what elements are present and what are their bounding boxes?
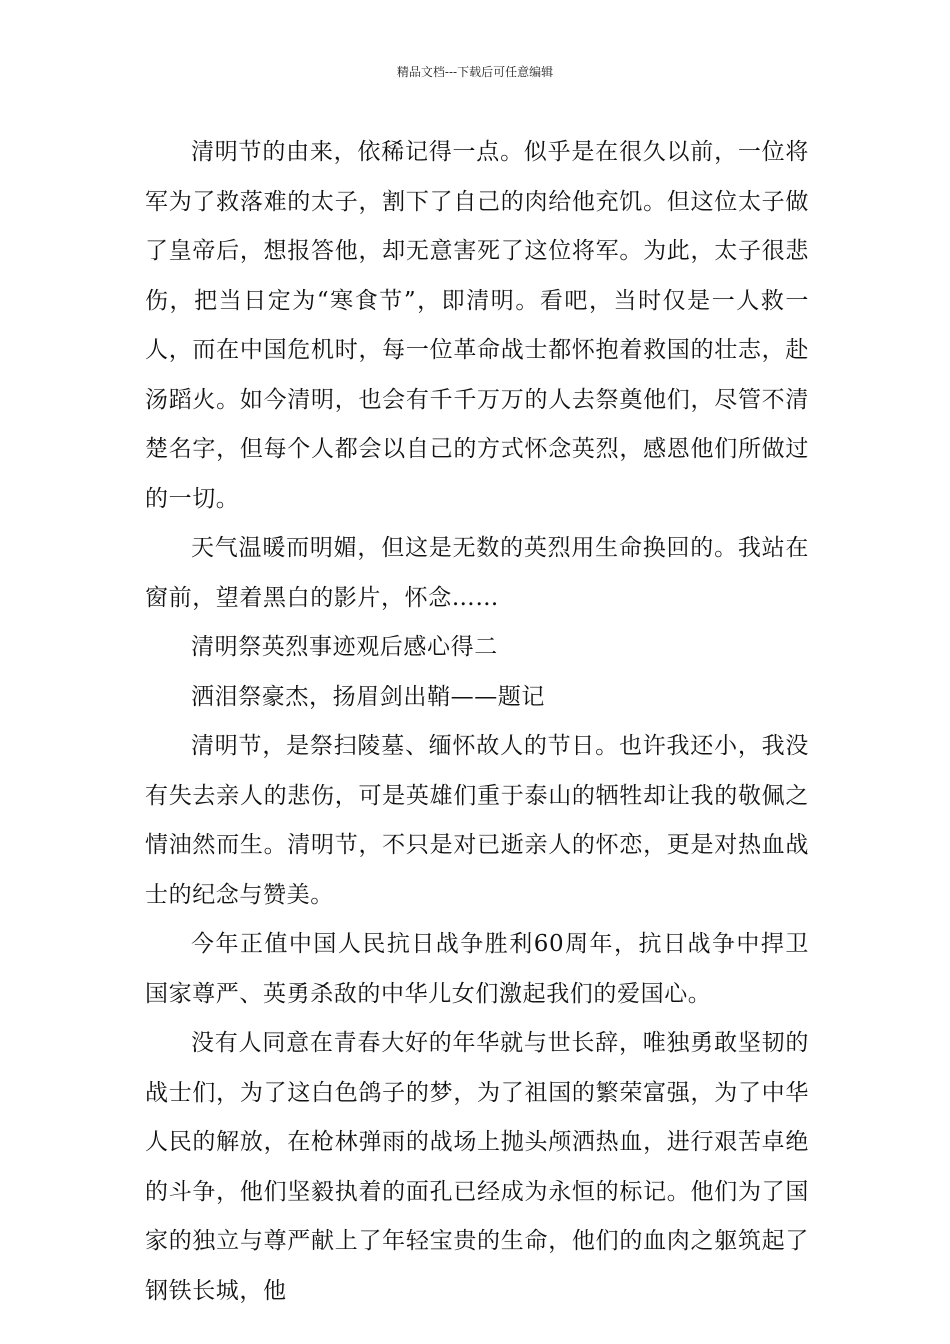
page-header: 精品文档---下载后可任意编辑 — [396, 65, 554, 79]
paragraph-festival-meaning: 清明节，是祭扫陵墓、缅怀故人的节日。也许我还小，我没有失去亲人的悲伤，可是英雄们重于泰山的牺牲却让我的敬佩之情油然而生。清明节，不只是对已逝亲人的怀恋，更是对热血战士的纪念与赞美。 — [145, 733, 809, 908]
section-title: 清明祭英烈事迹观后感心得二 — [191, 634, 498, 660]
paragraph-qingming-origin: 清明节的由来，依稀记得一点。似乎是在很久以前，一位将军为了救落难的太子，割下了自己的肉给他充饥。但这位太子做了皇帝后，想报答他，却无意害死了这位将军。为此，太子很悲伤，把当日定为“寒食节”，即清明。看吧，当时仅是一人救一人，而在中国危机时，每一位革命战士都怀抱着救国的壮志，赴汤蹈火。如今清明，也会有千千万万的人去祭奠他们，尽管不清楚名字，但每个人都会以自己的方式怀念英烈，感恩他们所做过的一切。 — [145, 139, 809, 512]
epigraph: 洒泪祭豪杰，扬眉剑出鞘——题记 — [191, 683, 545, 710]
paragraph-warm-weather: 天气温暖而明媚，但这是无数的英烈用生命换回的。我站在窗前，望着黑白的影片，怀念…… — [145, 535, 809, 611]
paragraph-anniversary: 今年正值中国人民抗日战争胜利60周年，抗日战争中捍卫国家尊严、英勇杀敌的中华儿女们激起我们的爱国心。 — [145, 931, 809, 1007]
document-body — [145, 128, 809, 1316]
paragraph-soldiers: 没有人同意在青春大好的年华就与世长辞，唯独勇敢坚韧的战士们，为了这白色鸽子的梦，为了祖国的繁荣富强，为了中华人民的解放，在枪林弹雨的战场上抛头颅洒热血，进行艰苦卓绝的斗争，他们坚毅执着的面孔已经成为永恒的标记。他们为了国家的独立与尊严献上了年轻宝贵的生命，他们的血肉之躯筑起了钢铁长城，他 — [145, 1030, 809, 1304]
